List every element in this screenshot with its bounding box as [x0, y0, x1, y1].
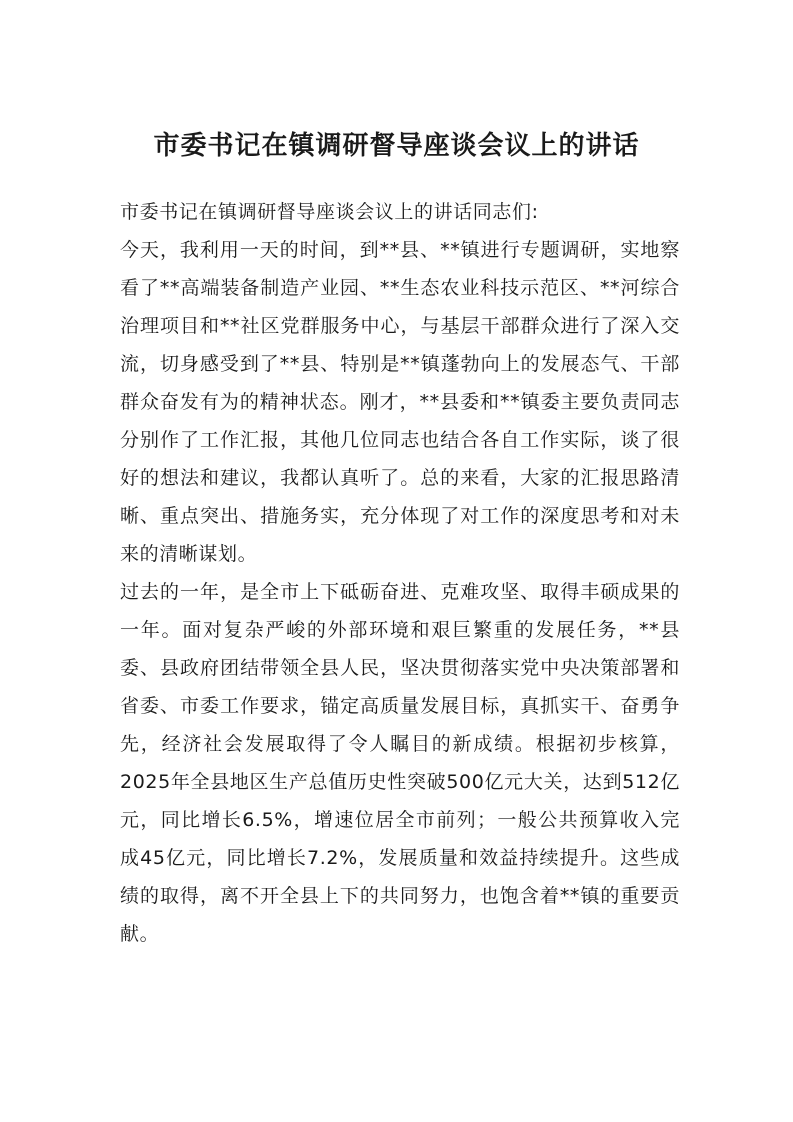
- paragraph-1: 今天，我利用一天的时间，到**县、**镇进行专题调研，实地察看了**高端装备制造产业园、**生态农业科技示范区、**河综合治理项目和**社区党群服务中心，与基层干部群众进行了深入交流，切身感受到了**县、特别是**镇蓬勃向上的发展态气、干部群众奋发有为的精神状态。刚才，**县委和**镇委主要负责同志分别作了工作汇报，其他几位同志也结合各自工作实际，谈了很好的想法和建议，我都认真听了。总的来看，大家的汇报思路清晰、重点突出、措施务实，充分体现了对工作的深度思考和对未来的清晰谋划。: [120, 239, 680, 565]
- paragraph-salutation: 市委书记在镇调研督导座谈会议上的讲话同志们:: [120, 201, 539, 223]
- document-title: 市委书记在镇调研督导座谈会议上的讲话: [153, 131, 640, 161]
- document-body: [120, 193, 680, 953]
- paragraph-2: 过去的一年，是全市上下砥砺奋进、克难攻坚、取得丰硕成果的一年。面对复杂严峻的外部环境和艰巨繁重的发展任务，**县委、县政府团结带领全县人民，坚决贯彻落实党中央决策部署和省委、市委工作要求，锚定高质量发展目标，真抓实干、奋勇争先，经济社会发展取得了令人瞩目的新成绩。根据初步核算，2025年全县地区生产总值历史性突破500亿元大关，达到512亿元，同比增长6.5%，增速位居全市前列；一般公共预算收入完成45亿元，同比增长7.2%，发展质量和效益持续提升。这些成绩的取得，离不开全县上下的共同努力，也饱含着**镇的重要贡献。: [120, 581, 680, 945]
